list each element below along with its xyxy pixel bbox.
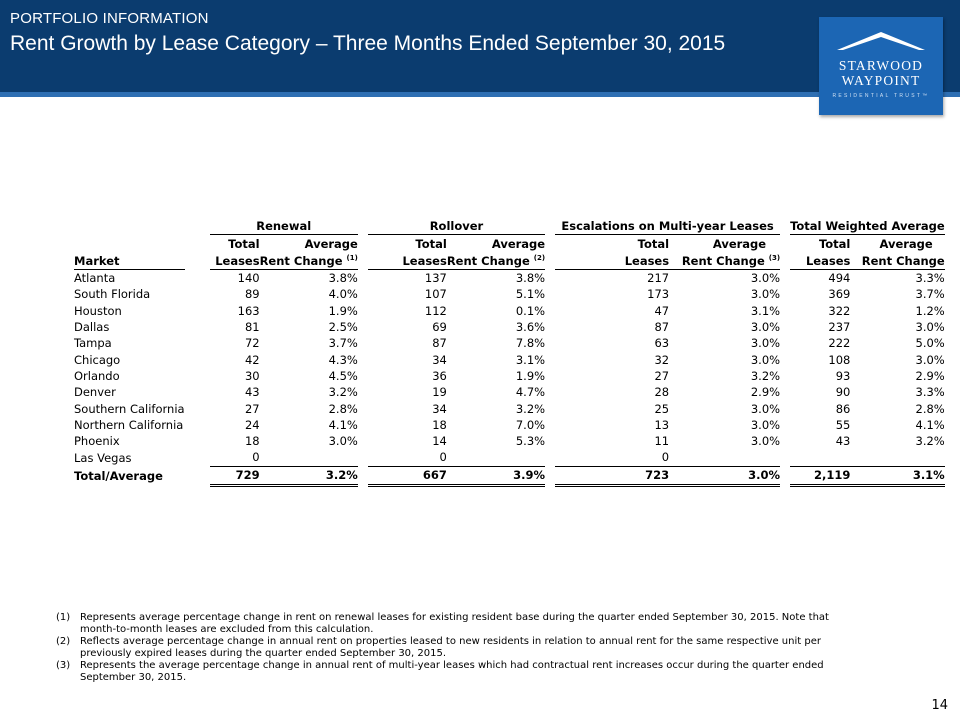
rollover-leases: 36 (432, 368, 447, 383)
renewal-change: 4.5% (328, 368, 358, 383)
escalation-leases: 63 (654, 336, 670, 351)
group-escalations: Escalations on Multi-year Leases (555, 217, 780, 235)
rollover-leases: 34 (432, 352, 447, 367)
renewal-change: 3.7% (328, 336, 358, 351)
col-leases: Leases (210, 252, 260, 270)
total-leases: 494 (828, 271, 851, 286)
market-name: Atlanta (74, 271, 116, 286)
rollover-leases: 19 (432, 385, 447, 400)
footnote-number: (2) (56, 636, 71, 647)
renewal-change: 4.0% (328, 287, 358, 302)
total-change: 3.3% (915, 271, 945, 286)
col-leases: Leases (368, 252, 447, 270)
footnote-number: (1) (56, 612, 71, 623)
rollover-leases: 69 (432, 320, 447, 335)
footnote-mark: (2) (533, 253, 546, 262)
escalation-leases: 47 (654, 303, 670, 318)
escalation-leases: 173 (647, 287, 670, 302)
escalation-change: 3.0% (750, 434, 781, 449)
renewal-leases: 18 (244, 434, 260, 449)
rollover-change: 7.0% (515, 417, 546, 432)
col-rent-change: Rent Change $^{(3)}$ (669, 252, 780, 270)
total-change: 5.0% (915, 336, 945, 351)
renewal-leases: 163 (237, 303, 260, 318)
col-rent-change: Rent Change $^{(2)}$ (446, 253, 546, 268)
escalation-change: 2.9% (750, 385, 781, 400)
table-row (74, 384, 945, 400)
col-average: Average (491, 236, 546, 251)
escalation-leases: 25 (654, 401, 670, 416)
rollover-change: 5.3% (515, 434, 546, 449)
group-header-row (74, 217, 945, 235)
market-name: Dallas (74, 320, 110, 335)
renewal-leases: 43 (244, 385, 260, 400)
table-row (74, 400, 945, 416)
table-row (74, 417, 945, 433)
renewal-leases-total: 729 (210, 466, 260, 485)
footnote-mark: (1) (346, 253, 358, 262)
renewal-change: 4.1% (328, 417, 358, 432)
rollover-change: 5.1% (515, 287, 546, 302)
market-name: Northern California (74, 417, 184, 432)
page-number: 14 (931, 698, 948, 713)
escalation-change: 3.0% (750, 401, 781, 416)
market-name: Phoenix (74, 434, 120, 449)
renewal-leases: 0 (252, 450, 260, 465)
escalation-leases: 32 (654, 352, 670, 367)
logo-line-1: STARWOOD (838, 58, 924, 73)
table-row (74, 368, 945, 384)
footnote-mark: (3) (768, 253, 781, 262)
total-change: 3.2% (915, 434, 945, 449)
rollover-leases: 87 (432, 336, 447, 351)
escalation-leases: 87 (654, 320, 670, 335)
total-label: Total/Average (74, 468, 163, 483)
total-leases: 108 (828, 352, 851, 367)
rollover-leases: 0 (439, 450, 447, 465)
table-row (74, 303, 945, 319)
escalation-leases-total: 723 (555, 466, 669, 485)
escalation-change: 3.2% (750, 368, 781, 383)
total-change (850, 449, 944, 466)
escalation-leases: 27 (654, 368, 670, 383)
total-leases-total: 2,119 (790, 466, 850, 485)
market-name: Tampa (74, 336, 112, 351)
escalation-change-total: 3.0% (669, 466, 780, 485)
col-total: Total (228, 236, 260, 251)
total-row (74, 466, 945, 485)
total-leases: 237 (828, 320, 851, 335)
col-total: Total (415, 236, 447, 251)
header-band (0, 0, 960, 92)
escalation-change: 3.0% (750, 287, 781, 302)
rollover-change: 4.7% (515, 385, 546, 400)
roof-icon (837, 31, 925, 55)
renewal-leases: 140 (237, 271, 260, 286)
col-total: Total (637, 236, 670, 251)
total-leases: 90 (835, 385, 851, 400)
total-leases (790, 449, 850, 466)
market-name: Southern California (74, 401, 185, 416)
col-average: Average (879, 236, 933, 251)
renewal-change: 3.8% (328, 271, 358, 286)
rollover-leases: 18 (432, 417, 447, 432)
rollover-change (447, 449, 545, 466)
table-row (74, 270, 945, 287)
total-leases: 93 (835, 368, 851, 383)
renewal-leases: 42 (244, 352, 260, 367)
footnote-text: Reflects average percentage change in annual rent on properties leased to new residents in relation to annual rent for the same respective unit per previously expired leases during the quarter ended September 30, 2015. (80, 636, 821, 659)
total-change: 3.7% (915, 287, 945, 302)
col-leases: Leases (555, 252, 669, 270)
rollover-change: 3.6% (515, 320, 546, 335)
total-leases: 43 (835, 434, 851, 449)
escalation-leases: 0 (661, 450, 670, 465)
col-average: Average (712, 236, 767, 251)
escalation-change: 3.0% (750, 320, 781, 335)
escalation-change (669, 449, 780, 466)
rollover-change: 3.2% (515, 401, 546, 416)
total-change: 4.1% (915, 417, 945, 432)
table-row (74, 433, 945, 449)
table-row (74, 335, 945, 351)
total-leases: 55 (835, 417, 851, 432)
col-rent-change: Rent Change $^{(1)}$ (259, 253, 358, 268)
header-stripe (0, 92, 960, 97)
total-change: 3.0% (915, 320, 945, 335)
total-leases: 322 (828, 303, 851, 318)
renewal-change: 2.5% (328, 320, 358, 335)
footnote-text: Represents average percentage change in rent on renewal leases for existing resident base during the quarter ended September 30, 2015. Note that month-to-month leases are excluded from this calculation. (80, 612, 829, 635)
rollover-leases: 112 (424, 303, 447, 318)
col-rent-change: Rent Change (850, 252, 944, 270)
renewal-leases: 72 (244, 336, 260, 351)
renewal-leases: 30 (244, 368, 260, 383)
rollover-leases: 34 (432, 401, 447, 416)
renewal-change (260, 449, 358, 466)
renewal-leases: 81 (244, 320, 260, 335)
footnote-text: Represents the average percentage change in annual rent of multi-year leases which had contractual rent increases occur during the quarter ended September 30, 2015. (80, 660, 824, 683)
market-name: Orlando (74, 368, 120, 383)
rollover-change: 7.8% (515, 336, 546, 351)
escalation-leases: 11 (654, 434, 670, 449)
rollover-change: 1.9% (515, 368, 546, 383)
col-average: Average (304, 236, 358, 251)
rollover-leases: 137 (424, 271, 447, 286)
rollover-leases: 107 (424, 287, 447, 302)
escalation-change: 3.0% (750, 352, 781, 367)
market-name: Chicago (74, 352, 121, 367)
footnote-number: (3) (56, 660, 71, 671)
renewal-change-total: 3.2% (260, 466, 358, 485)
total-change: 2.8% (915, 401, 945, 416)
rollover-leases: 14 (432, 434, 447, 449)
total-change: 3.3% (915, 385, 945, 400)
market-name: Houston (74, 303, 122, 318)
group-renewal: Renewal (210, 217, 358, 235)
page-title: Rent Growth by Lease Category – Three Months Ended September 30, 2015 (10, 32, 726, 55)
footnote (56, 636, 860, 660)
table-row (74, 351, 945, 367)
total-change-total: 3.1% (850, 466, 944, 485)
renewal-leases: 24 (244, 417, 260, 432)
renewal-leases: 89 (244, 287, 260, 302)
rollover-leases-total: 667 (368, 466, 447, 485)
column-header-row-top (74, 235, 945, 253)
escalation-leases: 13 (654, 417, 670, 432)
rollover-change: 3.1% (515, 352, 546, 367)
rollover-change: 3.8% (515, 271, 546, 286)
rent-growth-table (74, 217, 945, 487)
footnote (56, 612, 860, 636)
table-row (74, 449, 945, 466)
rollover-change-total: 3.9% (447, 466, 545, 485)
market-name: Las Vegas (74, 450, 132, 465)
escalation-change: 3.0% (750, 336, 781, 351)
logo-line-3: RESIDENTIAL TRUST™ (832, 93, 930, 99)
total-change: 1.2% (915, 303, 945, 318)
logo-line-2: WAYPOINT (841, 73, 921, 88)
footnote (56, 660, 860, 684)
rollover-change: 0.1% (515, 303, 546, 318)
renewal-change: 4.3% (328, 352, 358, 367)
market-name: South Florida (74, 287, 151, 302)
total-change: 2.9% (915, 368, 945, 383)
renewal-change: 3.2% (328, 385, 358, 400)
col-total: Total (818, 236, 851, 251)
company-logo (819, 17, 943, 115)
renewal-change: 3.0% (328, 434, 358, 449)
total-leases: 369 (828, 287, 851, 302)
section-eyebrow: PORTFOLIO INFORMATION (10, 10, 209, 27)
escalation-change: 3.0% (750, 271, 781, 286)
column-header-row-bottom (74, 252, 945, 270)
footnotes (56, 612, 860, 684)
renewal-leases: 27 (244, 401, 260, 416)
total-leases: 86 (835, 401, 851, 416)
table-row (74, 286, 945, 302)
escalation-leases: 28 (654, 385, 670, 400)
group-total-weighted: Total Weighted Average (790, 218, 945, 233)
total-leases: 222 (828, 336, 851, 351)
col-market: Market (74, 252, 185, 270)
escalation-change: 3.0% (750, 417, 781, 432)
group-rollover: Rollover (368, 217, 545, 235)
escalation-change: 3.1% (750, 303, 781, 318)
renewal-change: 2.8% (328, 401, 358, 416)
renewal-change: 1.9% (328, 303, 358, 318)
table-row (74, 319, 945, 335)
total-change: 3.0% (915, 352, 945, 367)
escalation-leases: 217 (647, 271, 670, 286)
col-leases: Leases (790, 252, 850, 270)
market-name: Denver (74, 385, 116, 400)
